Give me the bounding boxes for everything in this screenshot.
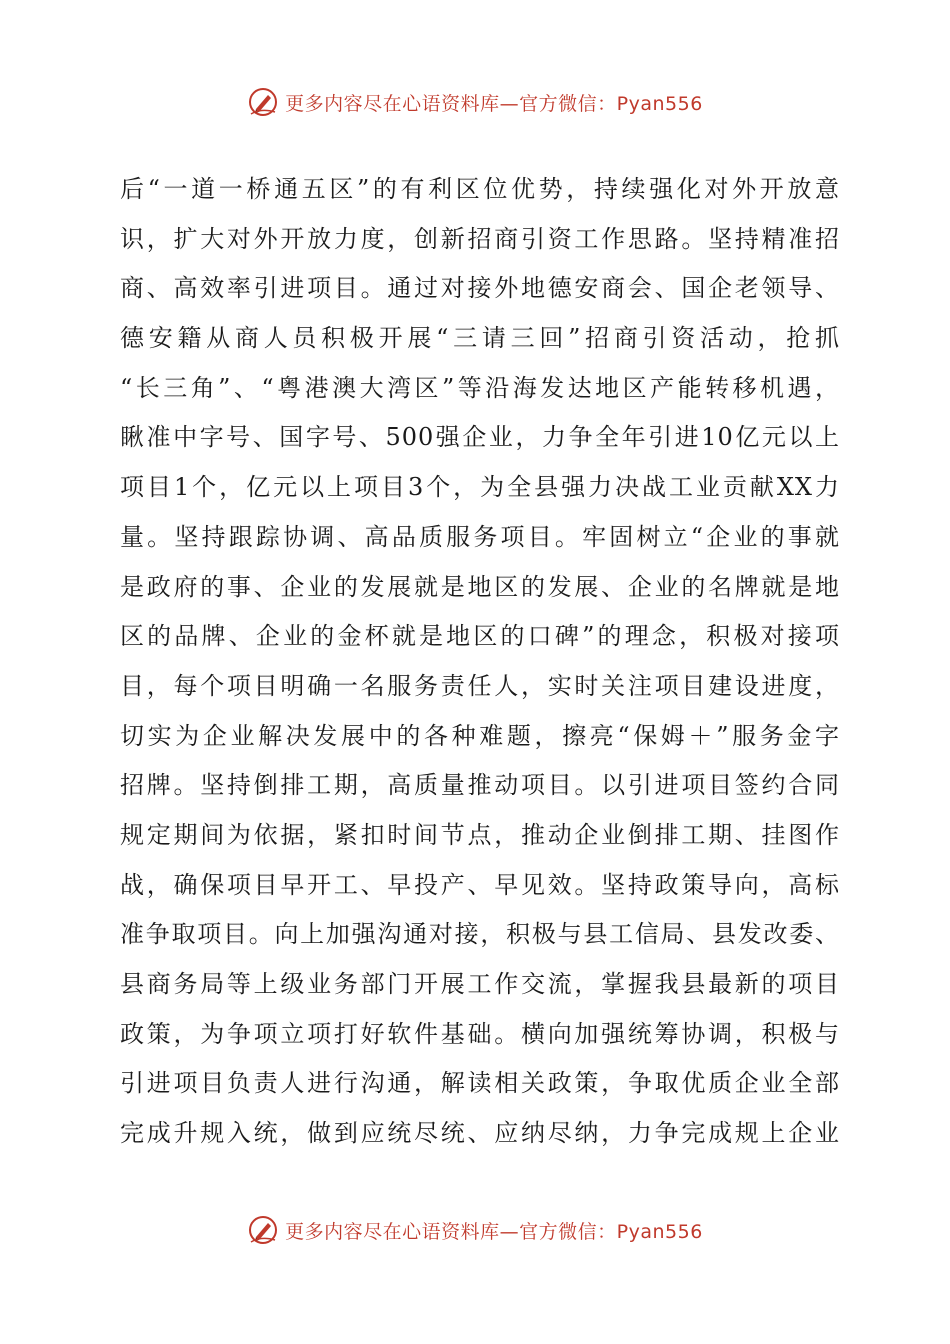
text-line: 招牌。坚持倒排工期，高质量推动项目。以引进项目签约合同 [120, 771, 840, 800]
pen-logo-icon [247, 1214, 279, 1246]
text-line: 识，扩大对外开放力度，创新招商引资工作思路。坚持精准招 [120, 224, 840, 253]
text-line: 是政府的事、企业的发展就是地区的发展、企业的名牌就是地 [120, 572, 840, 601]
text-line: 后“一道一桥通五区”的有利区位优势，持续强化对外开放意 [120, 175, 840, 203]
text-line: 德安籍从商人员积极开展“三请三回”招商引资活动，抢抓 [120, 324, 840, 353]
text-line: 量。坚持跟踪协调、高品质服务项目。牢固树立“企业的事就 [120, 522, 840, 551]
footer-watermark [0, 1210, 950, 1250]
text-line: 目，每个项目明确一名服务责任人，实时关注项目建设进度， [120, 671, 840, 700]
watermark-text: 更多内容尽在心语资料库—官方微信：Pyan556 [285, 92, 703, 115]
text-line: 县商务局等上级业务部门开展工作交流，掌握我县最新的项目 [120, 970, 840, 998]
text-line: 瞅准中字号、国字号、500强企业，力争全年引进10亿元以上 [120, 423, 840, 452]
text-line: “长三角”、“粤港澳大湾区”等沿海发达地区产能转移机遇， [120, 373, 840, 402]
text-line: 战，确保项目早开工、早投产、早见效。坚持政策导向，高标 [120, 870, 840, 899]
watermark-text: 更多内容尽在心语资料库—官方微信：Pyan556 [285, 1220, 703, 1243]
text-line: 项目1个，亿元以上项目3个，为全县强力决战工业贡献XX力 [120, 473, 840, 502]
text-line: 切实为企业解决发展中的各种难题，擦亮“保姆＋”服务金字 [120, 721, 840, 750]
pen-logo-icon [247, 86, 279, 118]
text-line: 商、高效率引进项目。通过对接外地德安商会、国企老领导、 [120, 274, 840, 303]
text-line: 规定期间为依据，紧扣时间节点，推动企业倒排工期、挂图作 [120, 820, 840, 849]
text-line: 引进项目负责人进行沟通，解读相关政策，争取优质企业全部 [120, 1069, 840, 1098]
text-line: 政策，为争项立项打好软件基础。横向加强统筹协调，积极与 [120, 1019, 840, 1048]
text-line: 准争取项目。向上加强沟通对接，积极与县工信局、县发改委、 [120, 920, 840, 949]
header-watermark [0, 82, 950, 122]
text-line: 区的品牌、企业的金杯就是地区的口碑”的理念，积极对接项 [120, 622, 840, 651]
document-body [120, 165, 840, 1159]
text-line: 完成升规入统，做到应统尽统、应纳尽纳，力争完成规上企业 [120, 1119, 840, 1148]
